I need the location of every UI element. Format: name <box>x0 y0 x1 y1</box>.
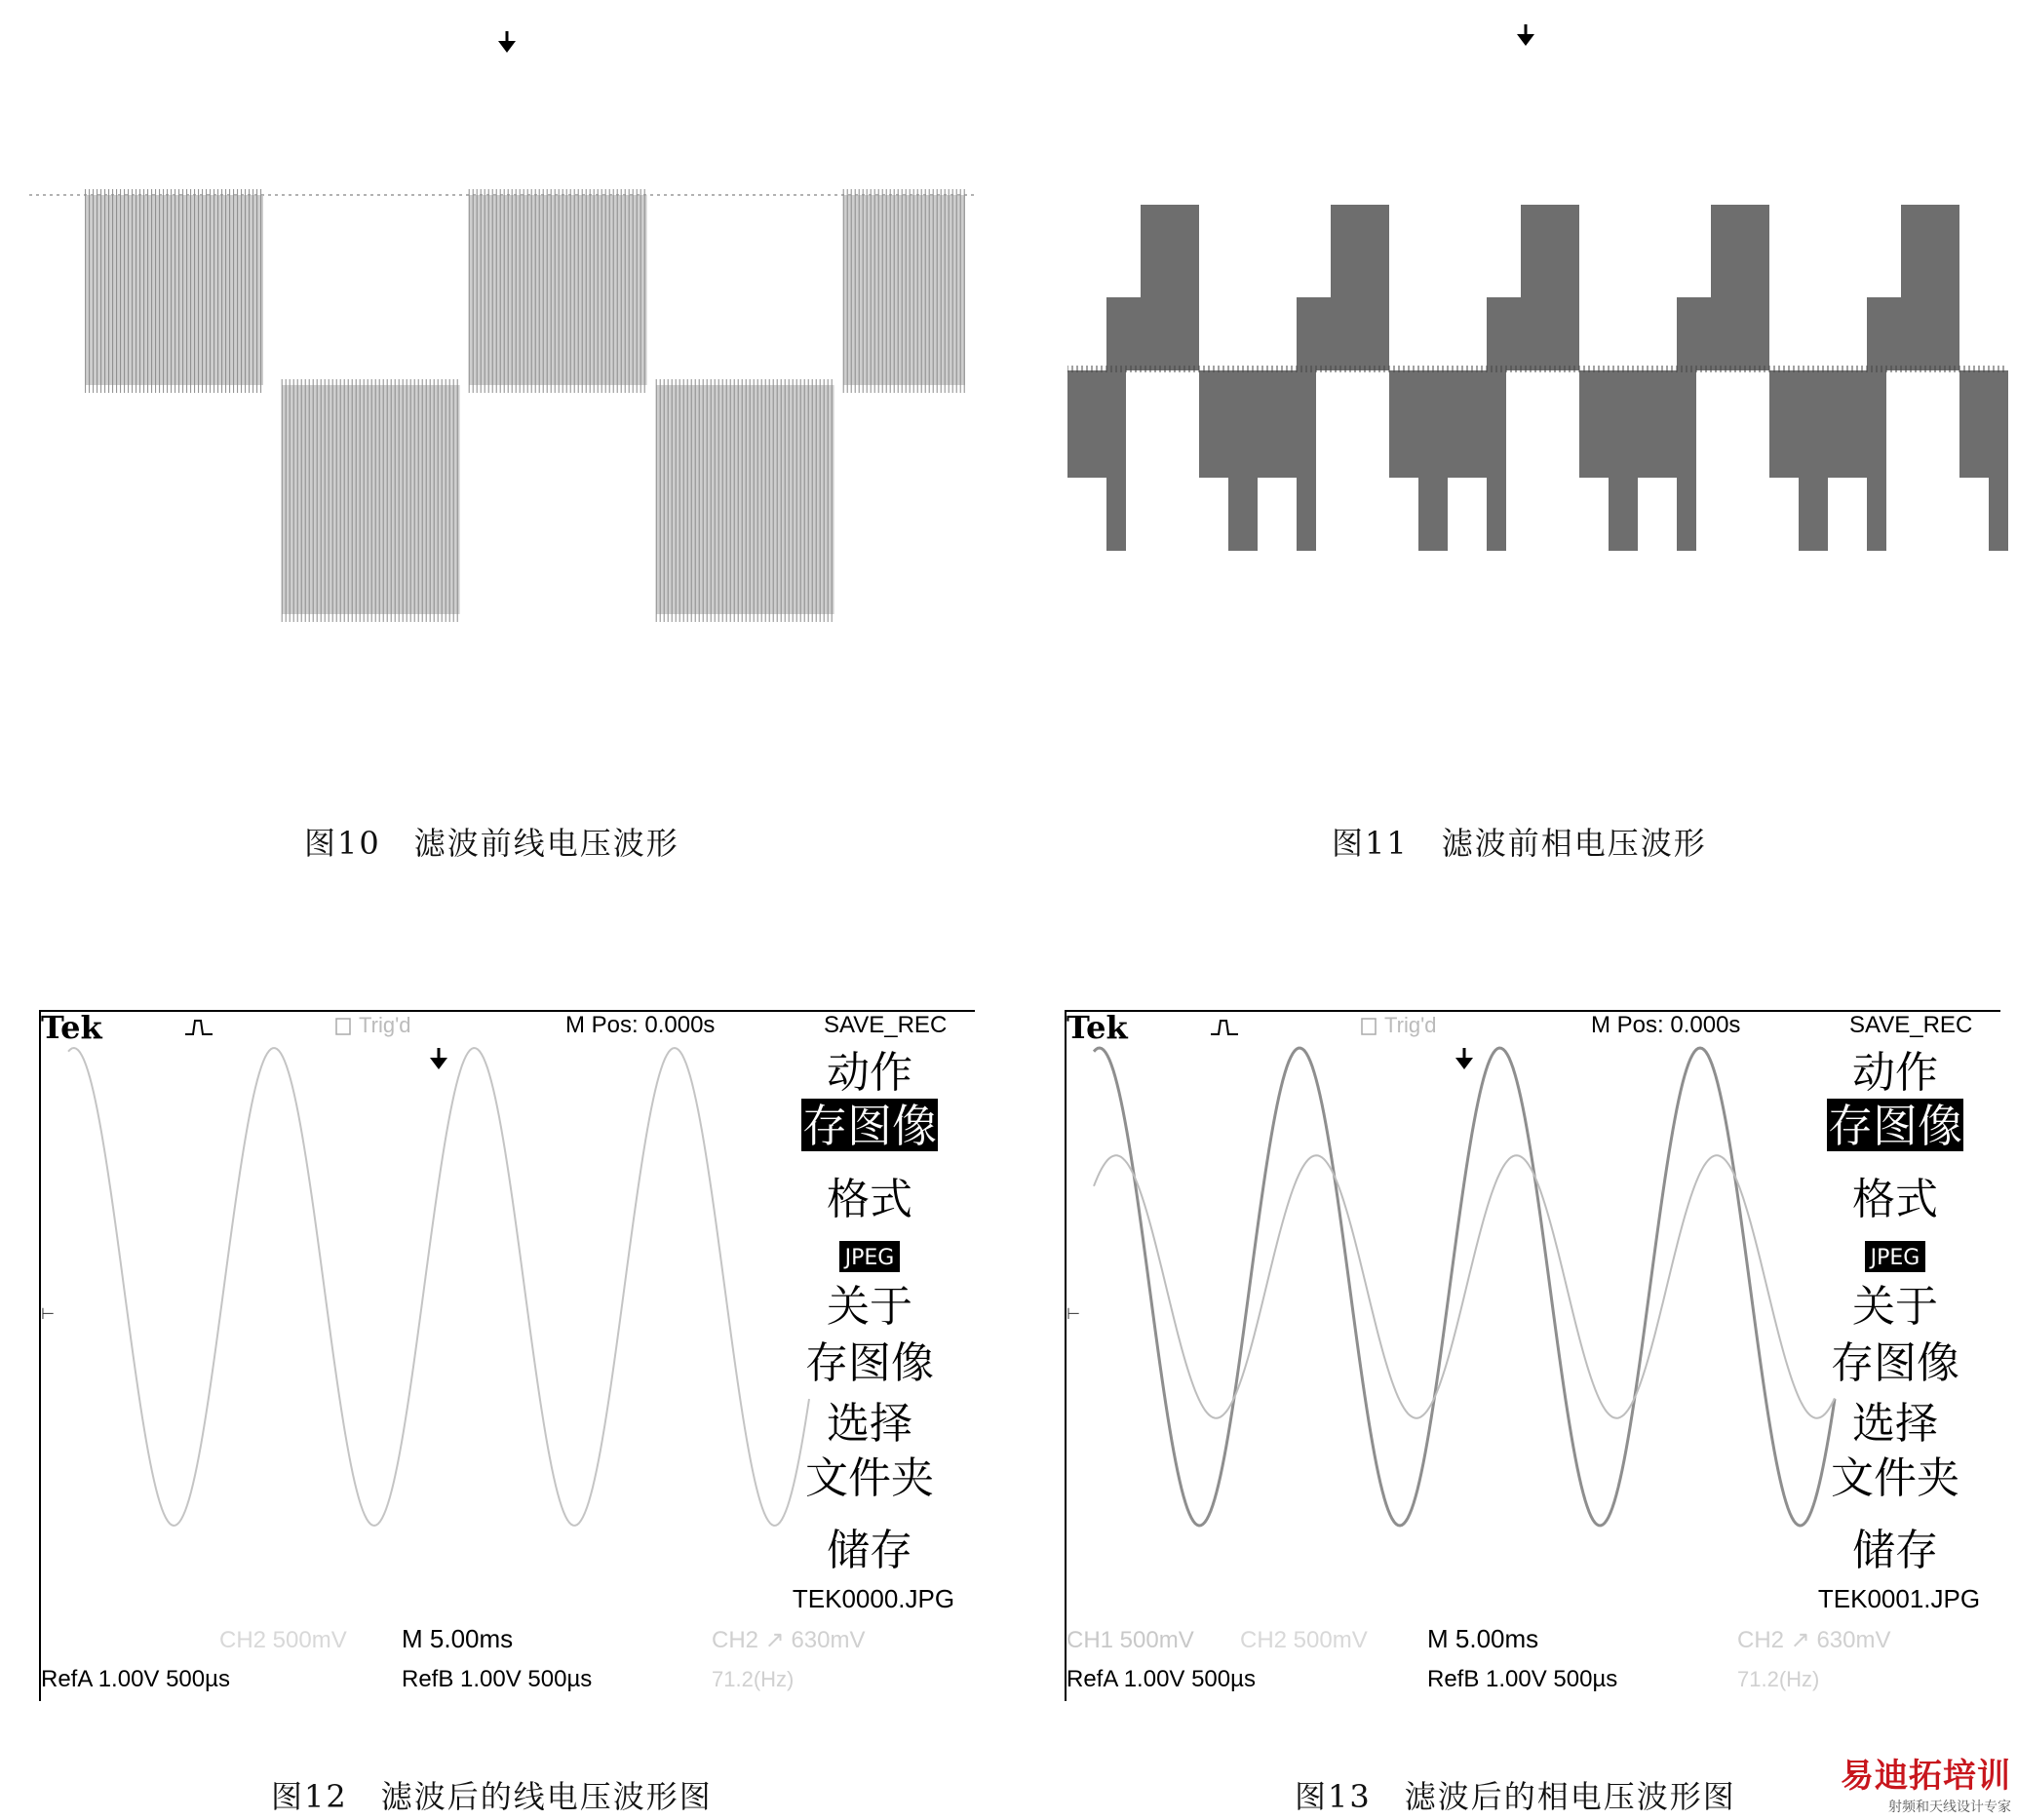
pwm-block <box>656 379 834 622</box>
menu-store: 储存 <box>1852 1526 1938 1575</box>
menu-select: 选择 <box>1852 1399 1938 1449</box>
menu-about: 关于 <box>827 1282 912 1332</box>
menu-format: 格式 <box>1852 1175 1938 1224</box>
caption-fig10-number: 图10 <box>304 825 381 862</box>
trigger-arrow-icon <box>1517 24 1534 46</box>
menu-about-save-image: 存图像 <box>805 1338 934 1388</box>
trigger-arrow-icon <box>430 1048 447 1069</box>
trigger-arrow-icon <box>498 31 516 53</box>
fig10-waveform <box>29 10 975 653</box>
trig-status-label: Trig'd <box>1384 1013 1437 1037</box>
menu-about-save-image: 存图像 <box>1831 1338 1959 1388</box>
fig12-scope-screen <box>39 1009 975 1711</box>
watermark <box>1841 1749 2011 1816</box>
caption-fig13-text: 滤波后的相电压波形图 <box>1404 1778 1736 1815</box>
save-rec-label: SAVE_REC <box>1849 1012 1973 1038</box>
mpos-readout: M Pos: 0.000s <box>565 1012 716 1038</box>
caption-fig13 <box>1295 1772 1736 1817</box>
scope-brand-label: Tek <box>1067 1009 1128 1046</box>
timebase-label: M 5.00ms <box>1427 1624 1539 1653</box>
trigger-pulse-icon <box>185 1021 213 1034</box>
trigger-level-label: CH2 ↗ 630mV <box>712 1627 866 1653</box>
pwm-cycle <box>1448 205 1638 551</box>
frequency-label: 71.2(Hz) <box>1737 1667 1820 1691</box>
ch2-scale-label: CH2 500mV <box>1240 1627 1368 1653</box>
caption-fig11-number: 图11 <box>1332 825 1409 862</box>
trigger-arrow-icon <box>1455 1048 1473 1069</box>
ground-marker-icon: ⊢ <box>1067 1304 1080 1323</box>
waveform-series-1 <box>68 1048 809 1526</box>
pwm-cycle <box>1067 205 1258 551</box>
watermark-main: 易迪拓培训 <box>1841 1757 2011 1796</box>
pwm-block <box>86 189 263 393</box>
frequency-label: 71.2(Hz) <box>712 1667 795 1691</box>
ch1-scale-label: CH1 500mV <box>1067 1627 1194 1653</box>
menu-format-value: JPEG <box>1870 1246 1920 1270</box>
menu-action: 动作 <box>1852 1048 1938 1098</box>
save-rec-label: SAVE_REC <box>824 1012 948 1038</box>
trig-status-label: Trig'd <box>359 1013 411 1037</box>
menu-about: 关于 <box>1852 1282 1938 1332</box>
caption-fig13-number: 图13 <box>1295 1778 1372 1815</box>
figure-13-scope <box>1065 1009 2000 1711</box>
pwm-cycle <box>1258 205 1448 551</box>
trigger-pulse-icon <box>1211 1021 1238 1034</box>
caption-fig12 <box>271 1772 713 1817</box>
figure-12-scope <box>39 1009 975 1711</box>
menu-format-value: JPEG <box>844 1246 895 1270</box>
menu-folder: 文件夹 <box>1831 1453 1959 1503</box>
trig-status-icon <box>336 1019 350 1034</box>
watermark-sub: 射频和天线设计专家 <box>1888 1800 2011 1815</box>
refb-label: RefB 1.00V 500µs <box>1427 1666 1618 1692</box>
caption-fig12-number: 图12 <box>271 1778 348 1815</box>
figure-10 <box>29 10 975 653</box>
pwm-cycle <box>1828 205 2008 551</box>
waveform-series-2 <box>1094 1155 1835 1417</box>
trigger-level-label: CH2 ↗ 630mV <box>1737 1627 1891 1653</box>
pwm-block <box>843 189 965 393</box>
refb-label: RefB 1.00V 500µs <box>402 1666 593 1692</box>
caption-fig10-text: 滤波前线电压波形 <box>413 825 679 862</box>
menu-format: 格式 <box>827 1175 912 1224</box>
pwm-block <box>282 379 459 622</box>
pwm-cycle <box>1638 205 1828 551</box>
timebase-label: M 5.00ms <box>402 1624 514 1653</box>
scope-brand-label: Tek <box>41 1009 102 1046</box>
pwm-block <box>469 189 646 393</box>
menu-save-image: 存图像 <box>802 1100 937 1152</box>
ground-marker-icon: ⊢ <box>41 1304 55 1323</box>
menu-save-image: 存图像 <box>1828 1100 1962 1152</box>
refa-label: RefA 1.00V 500µs <box>41 1666 230 1692</box>
menu-action: 动作 <box>827 1048 912 1098</box>
filename-label: TEK0001.JPG <box>1817 1584 1981 1613</box>
menu-folder: 文件夹 <box>805 1453 934 1503</box>
caption-fig10 <box>304 819 679 864</box>
fig11-waveform <box>1067 10 2013 653</box>
ch-scale-label: CH2 500mV <box>219 1627 347 1653</box>
trig-status-icon <box>1362 1019 1376 1034</box>
mpos-readout: M Pos: 0.000s <box>1591 1012 1741 1038</box>
waveform-series-1 <box>1094 1048 1835 1526</box>
filename-label: TEK0000.JPG <box>792 1584 955 1613</box>
figure-11 <box>1067 10 2013 653</box>
caption-fig11-text: 滤波前相电压波形 <box>1441 825 1707 862</box>
fig13-scope-screen <box>1065 1009 2000 1711</box>
refa-label: RefA 1.00V 500µs <box>1067 1666 1256 1692</box>
caption-fig11 <box>1332 819 1707 864</box>
menu-select: 选择 <box>827 1399 912 1449</box>
caption-fig12-text: 滤波后的线电压波形图 <box>380 1778 713 1815</box>
menu-store: 储存 <box>827 1526 912 1575</box>
